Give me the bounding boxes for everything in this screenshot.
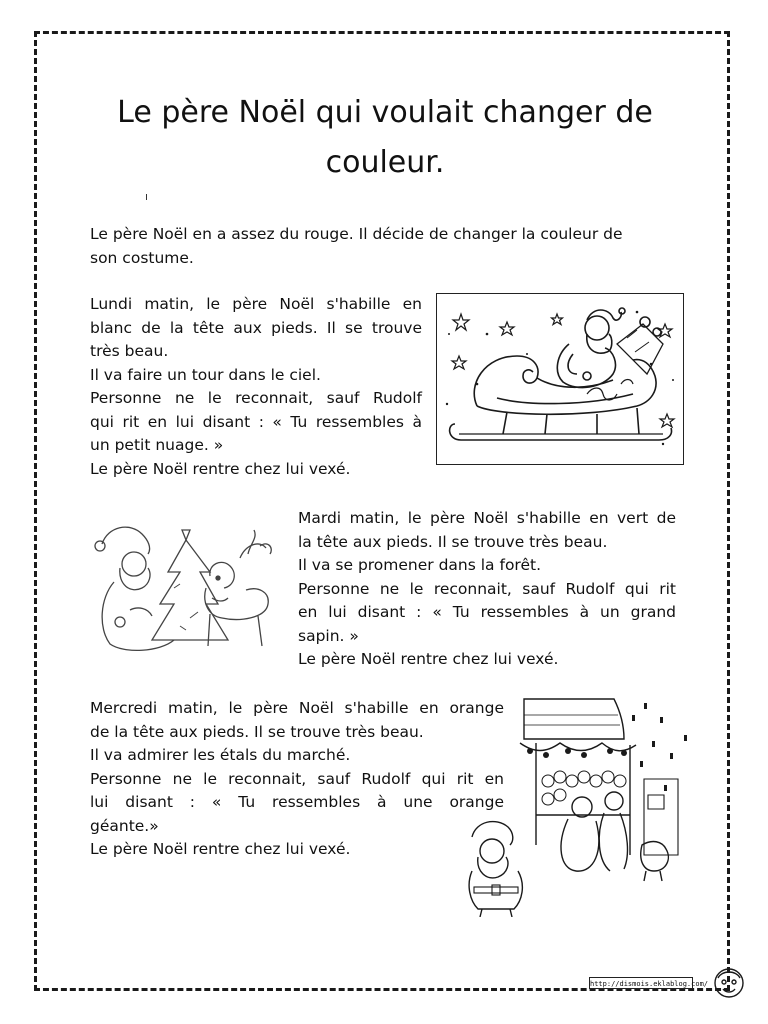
text-line: la tête aux pieds. Il se trouve très beau. <box>298 532 608 551</box>
text-line: Il va admirer les étals du marché. <box>90 746 351 764</box>
text-line: Le père Noël en a assez du rouge. Il décide de changer la couleur de <box>90 225 623 243</box>
text-line: Le père Noël rentre chez lui vexé. <box>90 459 351 478</box>
text-line: de la tête aux pieds. Il se trouve très beau. <box>90 722 424 741</box>
intro-paragraph <box>90 223 680 270</box>
santa-market-illustration <box>464 695 692 917</box>
text-line: Personne ne le reconnait, sauf Rudolf <box>90 389 422 407</box>
text-line: Personne ne le reconnait, sauf Rudolf qui rit <box>298 579 676 598</box>
text-line: Mardi matin, le père Noël s'habille en vert de <box>298 509 676 527</box>
text-line: sapin. » <box>298 626 359 645</box>
text-line: un petit nuage. » <box>90 436 224 454</box>
stray-mark <box>146 194 147 200</box>
wednesday-paragraph <box>90 697 504 862</box>
text-line: qui rit en lui disant : « Tu ressembles à <box>90 412 422 431</box>
footer-url: http://dismois.eklablog.com/ <box>589 977 693 989</box>
title-line-2: couleur. <box>325 145 445 180</box>
text-line: Mercredi matin, le père Noël s'habille en orange <box>90 699 504 717</box>
text-line: Le père Noël rentre chez lui vexé. <box>90 840 351 858</box>
text-line: Personne ne le reconnait, sauf Rudolf qui rit en <box>90 769 504 788</box>
text-line: lui disant : « Tu ressembles à une orange <box>90 793 504 811</box>
text-line: Le père Noël rentre chez lui vexé. <box>298 650 559 668</box>
mascot-face-icon <box>712 966 746 1000</box>
page-title <box>60 88 710 188</box>
santa-sleigh-illustration <box>436 293 684 465</box>
tuesday-paragraph <box>298 507 676 672</box>
text-line: très beau. <box>90 342 169 360</box>
monday-paragraph <box>90 293 422 481</box>
text-line: Il va faire un tour dans le ciel. <box>90 365 321 384</box>
title-line-1: Le père Noël qui voulait changer de <box>117 95 653 130</box>
text-line: blanc de la tête aux pieds. Il se trouve <box>90 318 422 337</box>
text-line: Il va se promener dans la forêt. <box>298 556 541 574</box>
text-line: géante.» <box>90 816 159 835</box>
text-line: son costume. <box>90 248 194 267</box>
text-line: Lundi matin, le père Noël s'habille en <box>90 295 422 313</box>
text-line: en lui disant : « Tu ressembles à un grand <box>298 603 676 621</box>
santa-reindeer-tree-illustration <box>90 518 280 658</box>
